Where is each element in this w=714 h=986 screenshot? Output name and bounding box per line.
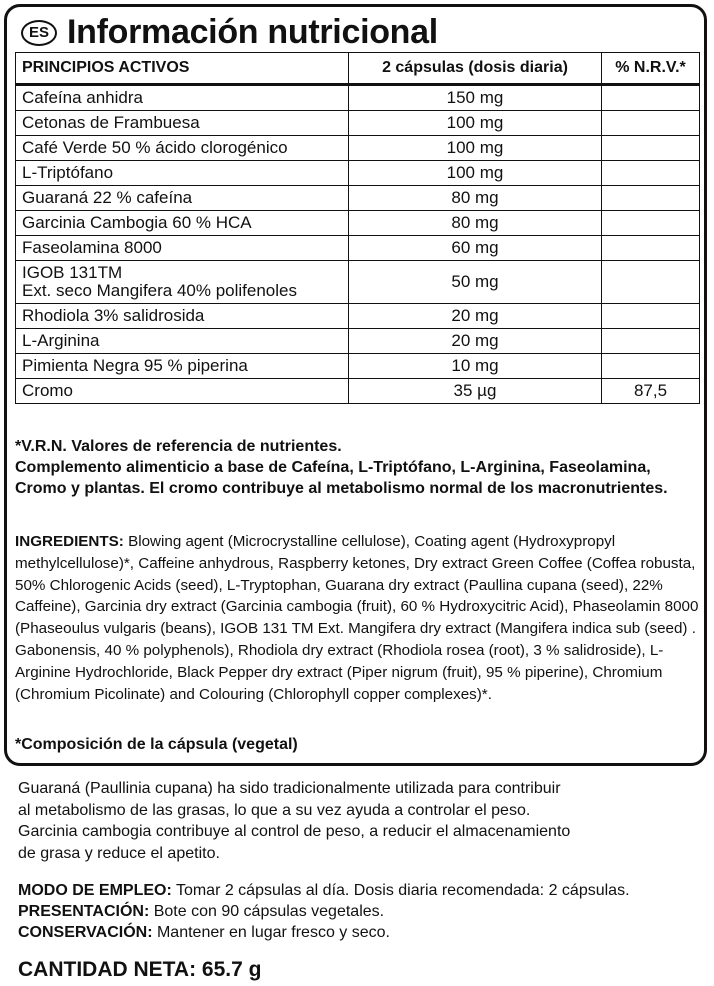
ingredient-dose: 60 mg <box>349 236 602 261</box>
ingredient-dose: 80 mg <box>349 211 602 236</box>
presentation-label: PRESENTACIÓN: <box>18 903 150 920</box>
table-row <box>16 211 700 236</box>
column-header-daily-dose: 2 cápsulas (dosis diaria) <box>349 53 602 85</box>
ingredient-nrv <box>602 329 700 354</box>
table-row <box>16 85 700 111</box>
table-row <box>16 329 700 354</box>
ingredients-text: Blowing agent (Microcrystalline cellulose), Coating agent (Hydroxypropyl methylcellulose)*, Caffeine anhydrous, Raspberry ketones, Dry extract Green Coffee (Coffea robusta, 50% Chlorogenic Acids (seed), L-Tryptophan, Guarana dry extract (Paullina cupana (seed), 22% Caffeine), Garcinia dry extract (Garcinia cambogia (fruit), 60 % Hydroxycitric Acid), Phaseolamin 8000 (Phaseoulus vulgaris (beans), IGOB 131 TM Ext. Mangifera dry extract (Mangifera indica sub (seed) . Gabonensis, 40 % polyphenols), Rhodiola dry extract (Rhodiola rosea (root), 3 % salidroside), L-Arginine Hydrochloride, Black Pepper dry extract (Piper nigrum (fruit), 95 % piperine), Chromium (Chromium Picolinate) and Colouring (Chlorophyll copper complexes)*. <box>15 533 699 703</box>
presentation-text: Bote con 90 cápsulas vegetales. <box>149 903 385 920</box>
usage-mode <box>18 880 708 901</box>
ingredient-nrv <box>602 354 700 379</box>
ingredient-dose: 20 mg <box>349 329 602 354</box>
claim-line: Garcinia cambogia contribuye al control de peso, a reducir el almacenamiento <box>18 823 571 840</box>
table-row <box>16 304 700 329</box>
ingredient-dose: 100 mg <box>349 111 602 136</box>
ingredient-name: Cafeína anhidra <box>16 85 349 111</box>
column-header-nrv: % N.R.V.* <box>602 53 700 85</box>
ingredient-name: Cetonas de Frambuesa <box>16 111 349 136</box>
ingredient-dose: 150 mg <box>349 85 602 111</box>
table-row <box>16 236 700 261</box>
column-header-active-ingredients: PRINCIPIOS ACTIVOS <box>16 53 349 85</box>
claim-line: al metabolismo de las grasas, lo que a su vez ayuda a controlar el peso. <box>18 801 531 819</box>
ingredient-name: Rhodiola 3% salidrosida <box>16 304 349 329</box>
ingredient-nrv: 87,5 <box>602 379 700 404</box>
table-row <box>16 161 700 186</box>
table-notes <box>15 436 699 499</box>
ingredient-name: Café Verde 50 % ácido clorogénico <box>16 136 349 161</box>
claim-line: Guaraná (Paullinia cupana) ha sido tradicionalmente utilizada para contribuir <box>18 780 561 797</box>
ingredient-name-line2: Ext. seco Mangifera 40% polifenoles <box>22 281 297 300</box>
nrv-footnote: *V.R.N. Valores de referencia de nutrientes. <box>15 438 342 455</box>
claim-line: de grasa y reduce el apetito. <box>18 844 220 862</box>
nutrition-table <box>15 52 700 404</box>
storage-label: CONSERVACIÓN: <box>18 924 153 941</box>
ingredient-name: Faseolamina 8000 <box>16 236 349 261</box>
ingredient-name: L-Arginina <box>16 329 349 354</box>
table-row <box>16 136 700 161</box>
ingredient-nrv <box>602 186 700 211</box>
title-row <box>21 13 438 52</box>
ingredient-nrv <box>602 236 700 261</box>
language-badge: ES <box>21 20 57 46</box>
ingredient-nrv <box>602 111 700 136</box>
ingredient-name-cell <box>16 261 349 304</box>
usage-info <box>18 880 708 943</box>
ingredient-dose: 35 µg <box>349 379 602 404</box>
ingredient-name: Garcinia Cambogia 60 % HCA <box>16 211 349 236</box>
table-row <box>16 354 700 379</box>
ingredient-name: IGOB 131TM <box>22 263 123 282</box>
page-title: Información nutricional <box>67 13 438 51</box>
ingredient-nrv <box>602 304 700 329</box>
table-row <box>16 111 700 136</box>
supplement-description: Complemento alimenticio a base de Cafeína, L-Triptófano, L-Arginina, Faseolamina, Cromo y plantas. El cromo contribuye al metabolismo normal de los macronutrientes. <box>15 459 668 497</box>
ingredient-dose: 80 mg <box>349 186 602 211</box>
ingredient-nrv <box>602 261 700 304</box>
ingredients-label: INGREDIENTS: <box>15 533 124 550</box>
table-row <box>16 261 700 304</box>
usage-mode-label: MODO DE EMPLEO: <box>18 882 172 899</box>
ingredient-dose: 20 mg <box>349 304 602 329</box>
ingredient-nrv <box>602 136 700 161</box>
ingredient-dose: 10 mg <box>349 354 602 379</box>
ingredient-nrv <box>602 161 700 186</box>
capsule-composition-note: *Composición de la cápsula (vegetal) <box>15 736 298 753</box>
ingredient-dose: 100 mg <box>349 161 602 186</box>
storage <box>18 922 708 943</box>
presentation <box>18 901 708 922</box>
ingredient-dose: 50 mg <box>349 261 602 304</box>
ingredients-block <box>15 531 699 705</box>
table-row <box>16 379 700 404</box>
ingredient-name: Guaraná 22 % cafeína <box>16 186 349 211</box>
storage-text: Mantener en lugar fresco y seco. <box>152 924 390 941</box>
table-row <box>16 186 700 211</box>
net-quantity: CANTIDAD NETA: 65.7 g <box>18 958 262 981</box>
ingredient-name: Pimienta Negra 95 % piperina <box>16 354 349 379</box>
table-header-row <box>16 53 700 85</box>
health-claims <box>18 778 702 864</box>
ingredient-name: Cromo <box>16 379 349 404</box>
ingredient-nrv <box>602 85 700 111</box>
ingredient-name: L-Triptófano <box>16 161 349 186</box>
ingredient-nrv <box>602 211 700 236</box>
ingredient-dose: 100 mg <box>349 136 602 161</box>
usage-mode-text: Tomar 2 cápsulas al día. Dosis diaria recomendada: 2 cápsulas. <box>171 882 630 899</box>
